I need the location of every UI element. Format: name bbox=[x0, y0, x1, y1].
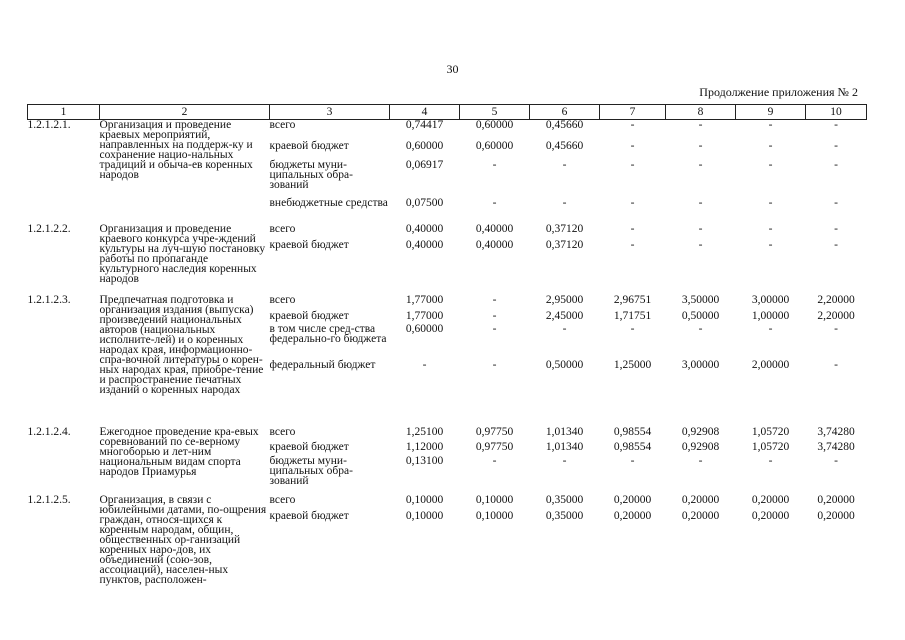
funding-source-row bbox=[270, 224, 867, 240]
amount-cell: 0,06917 bbox=[405, 159, 444, 171]
appendix-continuation-note: Продолжение приложения № 2 bbox=[699, 85, 858, 99]
amount-cell: - bbox=[834, 239, 838, 251]
amount-cell: 1,77000 bbox=[405, 294, 444, 306]
funding-source: всего bbox=[269, 223, 296, 235]
funding-source-row bbox=[270, 120, 867, 141]
funding-source: краевой бюджет bbox=[269, 140, 349, 152]
column-header: 1 bbox=[28, 105, 100, 120]
amount-cell: 0,37120 bbox=[545, 239, 584, 251]
funding-source: всего bbox=[269, 119, 296, 131]
amount-cell: - bbox=[630, 323, 635, 335]
amount-cell: 0,20000 bbox=[817, 510, 855, 522]
amount-cell: - bbox=[768, 239, 773, 251]
amount-cell: 0,20000 bbox=[613, 494, 652, 506]
amount-cell: 0,40000 bbox=[475, 223, 514, 235]
amount-cell: - bbox=[562, 323, 567, 335]
amount-cell: 1,01340 bbox=[545, 426, 584, 438]
funding-source: краевой бюджет bbox=[269, 239, 349, 251]
amount-cell: - bbox=[492, 310, 497, 322]
amount-cell: 0,92908 bbox=[681, 441, 720, 453]
amount-cell: - bbox=[422, 359, 427, 371]
amount-cell: - bbox=[834, 159, 838, 171]
amount-cell: - bbox=[492, 197, 497, 209]
amount-cell: 0,40000 bbox=[405, 223, 444, 235]
amount-cell: - bbox=[492, 294, 497, 306]
amount-cell: 0,98554 bbox=[613, 426, 652, 438]
amount-cell: 0,92908 bbox=[681, 426, 720, 438]
amount-cell: 0,35000 bbox=[545, 510, 584, 522]
amount-cell: 0,20000 bbox=[681, 510, 720, 522]
amount-cell: - bbox=[698, 455, 703, 467]
funding-breakdown bbox=[270, 224, 867, 295]
amount-cell: 1,25000 bbox=[613, 359, 652, 371]
funding-source-row bbox=[270, 456, 867, 495]
funding-source-row bbox=[270, 511, 867, 601]
amount-cell: 3,74280 bbox=[817, 426, 855, 438]
funding-source: краевой бюджет bbox=[269, 510, 349, 522]
funding-breakdown bbox=[270, 427, 867, 495]
amount-cell: 0,97750 bbox=[475, 426, 514, 438]
amount-cell: 1,77000 bbox=[405, 310, 444, 322]
amount-cell: - bbox=[834, 119, 838, 131]
activity-name: Организация и проведение краевого конкурса учре-ждений культуры на луч-шую постановку работы по пропаганде культурного наследия коренных народов bbox=[99, 223, 266, 285]
funding-source: федеральный бюджет bbox=[269, 359, 376, 371]
amount-cell: 0,98554 bbox=[613, 441, 652, 453]
column-header: 4 bbox=[390, 105, 460, 120]
item-code: 1.2.1.2.5. bbox=[27, 494, 71, 506]
funding-source: всего bbox=[269, 294, 296, 306]
amount-cell: 0,60000 bbox=[475, 119, 514, 131]
funding-source-row bbox=[270, 160, 867, 198]
item-code: 1.2.1.2.2. bbox=[27, 223, 71, 235]
amount-cell: 0,50000 bbox=[545, 359, 584, 371]
amount-cell: 1,71751 bbox=[613, 310, 652, 322]
funding-source-row bbox=[270, 295, 867, 311]
table-header-row bbox=[28, 105, 867, 120]
funding-breakdown bbox=[270, 495, 867, 601]
amount-cell: - bbox=[698, 323, 703, 335]
amount-cell: - bbox=[630, 239, 635, 251]
amount-cell: - bbox=[630, 223, 635, 235]
amount-cell: 0,60000 bbox=[405, 140, 444, 152]
amount-cell: - bbox=[768, 159, 773, 171]
amount-cell: - bbox=[834, 323, 838, 335]
funding-source: краевой бюджет bbox=[269, 310, 349, 322]
amount-cell: - bbox=[630, 119, 635, 131]
column-header: 6 bbox=[530, 105, 600, 120]
table-row bbox=[28, 495, 867, 601]
amount-cell: - bbox=[562, 197, 567, 209]
amount-cell: 2,00000 bbox=[751, 359, 790, 371]
amount-cell: - bbox=[768, 455, 773, 467]
amount-cell: - bbox=[698, 140, 703, 152]
funding-source: в том числе сред-ства федерально-го бюджета bbox=[269, 323, 387, 345]
amount-cell: - bbox=[768, 119, 773, 131]
amount-cell: 0,10000 bbox=[475, 510, 514, 522]
amount-cell: - bbox=[698, 119, 703, 131]
funding-source: внебюджетные средства bbox=[269, 197, 388, 209]
activity-name: Организация и проведение краевых мероприятий, направленных на поддерж-ку и сохранение нацио-нальных традиций и обыча-ев коренных народов bbox=[99, 119, 253, 181]
amount-cell: 0,10000 bbox=[405, 510, 444, 522]
amount-cell: 0,50000 bbox=[681, 310, 720, 322]
amount-cell: - bbox=[768, 323, 773, 335]
amount-cell: 0,60000 bbox=[475, 140, 514, 152]
amount-cell: 3,74280 bbox=[817, 441, 855, 453]
amount-cell: 0,35000 bbox=[545, 494, 584, 506]
amount-cell: 0,20000 bbox=[817, 494, 855, 506]
amount-cell: - bbox=[834, 359, 838, 371]
amount-cell: 0,20000 bbox=[681, 494, 720, 506]
item-code: 1.2.1.2.4. bbox=[27, 426, 71, 438]
amount-cell: 0,10000 bbox=[475, 494, 514, 506]
amount-cell: 2,45000 bbox=[545, 310, 584, 322]
amount-cell: - bbox=[630, 197, 635, 209]
amount-cell: 2,20000 bbox=[817, 310, 855, 322]
amount-cell: - bbox=[492, 323, 497, 335]
amount-cell: 0,10000 bbox=[405, 494, 444, 506]
activity-name: Предпечатная подготовка и организация издания (выпуска) произведений национальных авторов (национальных исполните-лей) и о коренных народах края, информационно-спра-вочной литературы о корен-ных народах края, приобре-тение и распространение печатных изданий о коренных народах bbox=[99, 294, 264, 396]
funding-source-row bbox=[270, 240, 867, 295]
funding-source-row bbox=[270, 360, 867, 427]
amount-cell: 2,95000 bbox=[545, 294, 584, 306]
funding-source: всего bbox=[269, 494, 296, 506]
amount-cell: 1,12000 bbox=[405, 441, 444, 453]
item-code: 1.2.1.2.3. bbox=[27, 294, 71, 306]
column-header: 7 bbox=[600, 105, 666, 120]
amount-cell: 0,40000 bbox=[405, 239, 444, 251]
activity-name: Организация, в связи с юбилейными датами, по-ощрения граждан, относя-щихся к коренным народам, общин, общественных ор-ганизаций коренных наро-дов, их объединений (сою-зов, ассоциаций), населен-ных пунктов, расположен- bbox=[99, 494, 267, 586]
amount-cell: 0,13100 bbox=[405, 455, 444, 467]
amount-cell: 0,74417 bbox=[405, 119, 444, 131]
table-row bbox=[28, 295, 867, 427]
amount-cell: - bbox=[698, 239, 703, 251]
funding-source: бюджеты муни-ципальных обра-зований bbox=[269, 455, 353, 487]
funding-breakdown bbox=[270, 295, 867, 427]
amount-cell: - bbox=[630, 159, 635, 171]
amount-cell: 1,25100 bbox=[405, 426, 444, 438]
column-header: 9 bbox=[736, 105, 806, 120]
amount-cell: 0,20000 bbox=[751, 510, 790, 522]
amount-cell: - bbox=[630, 455, 635, 467]
amount-cell: - bbox=[562, 455, 567, 467]
page-number: 30 bbox=[446, 62, 459, 76]
table-row bbox=[28, 427, 867, 495]
amount-cell: 0,20000 bbox=[613, 510, 652, 522]
amount-cell: - bbox=[630, 140, 635, 152]
amount-cell: 2,20000 bbox=[817, 294, 855, 306]
amount-cell: - bbox=[768, 223, 773, 235]
funding-source-row bbox=[270, 495, 867, 511]
amount-cell: 1,01340 bbox=[545, 441, 584, 453]
amount-cell: 3,50000 bbox=[681, 294, 720, 306]
amount-cell: - bbox=[492, 359, 497, 371]
amount-cell: - bbox=[492, 159, 497, 171]
amount-cell: 0,97750 bbox=[475, 441, 514, 453]
activity-name: Ежегодное проведение кра-евых соревнований по се-верному многоборью и лет-ним национальным видам спорта народов Приамурья bbox=[99, 426, 259, 478]
column-header: 5 bbox=[460, 105, 530, 120]
funding-source-row bbox=[270, 442, 867, 456]
amount-cell: 3,00000 bbox=[681, 359, 720, 371]
amount-cell: 0,45660 bbox=[545, 119, 584, 131]
funding-breakdown bbox=[270, 120, 867, 225]
table-row bbox=[28, 120, 867, 225]
funding-source-row bbox=[270, 141, 867, 160]
column-header: 2 bbox=[100, 105, 270, 120]
funding-source: всего bbox=[269, 426, 296, 438]
amount-cell: 0,40000 bbox=[475, 239, 514, 251]
amount-cell: 2,96751 bbox=[613, 294, 652, 306]
amount-cell: 0,20000 bbox=[751, 494, 790, 506]
amount-cell: 1,05720 bbox=[751, 441, 790, 453]
amount-cell: - bbox=[768, 140, 773, 152]
amount-cell: 3,00000 bbox=[751, 294, 790, 306]
amount-cell: - bbox=[698, 223, 703, 235]
amount-cell: 1,00000 bbox=[751, 310, 790, 322]
funding-table bbox=[27, 104, 867, 601]
amount-cell: 0,45660 bbox=[545, 140, 584, 152]
column-header: 3 bbox=[270, 105, 390, 120]
amount-cell: - bbox=[834, 223, 838, 235]
funding-source: краевой бюджет bbox=[269, 441, 349, 453]
amount-cell: 0,60000 bbox=[405, 323, 444, 335]
amount-cell: - bbox=[698, 159, 703, 171]
amount-cell: 0,07500 bbox=[405, 197, 444, 209]
table-row bbox=[28, 224, 867, 295]
amount-cell: - bbox=[492, 455, 497, 467]
amount-cell: - bbox=[698, 197, 703, 209]
amount-cell: - bbox=[834, 197, 838, 209]
amount-cell: 1,05720 bbox=[751, 426, 790, 438]
column-header: 10 bbox=[806, 105, 867, 120]
column-header: 8 bbox=[666, 105, 736, 120]
funding-source-row bbox=[270, 427, 867, 442]
item-code: 1.2.1.2.1. bbox=[27, 119, 71, 131]
amount-cell: - bbox=[834, 455, 838, 467]
amount-cell: - bbox=[562, 159, 567, 171]
funding-source-row bbox=[270, 198, 867, 224]
amount-cell: 0,37120 bbox=[545, 223, 584, 235]
amount-cell: - bbox=[834, 140, 838, 152]
amount-cell: - bbox=[768, 197, 773, 209]
funding-source: бюджеты муни-ципальных обра-зований bbox=[269, 159, 353, 191]
funding-source-row bbox=[270, 324, 867, 360]
